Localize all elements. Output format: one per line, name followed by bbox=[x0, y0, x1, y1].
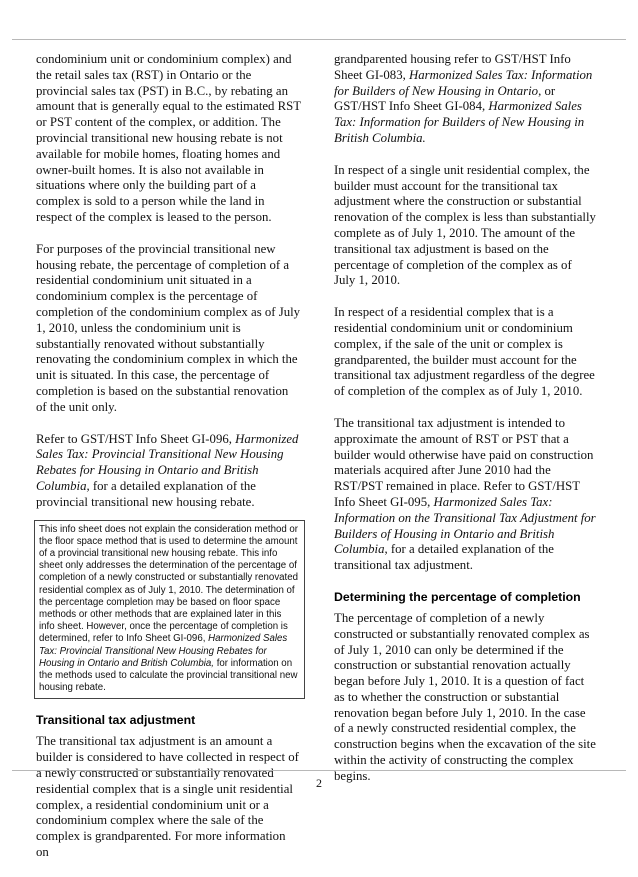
note-box bbox=[34, 520, 305, 700]
note-text bbox=[39, 524, 299, 695]
reference-text: The transitional tax adjustment is intended to approximate the amount of RST or PST that a builder would otherwise have paid on construction materials acquired after June 2010 had the RST/PST remained in place. Refer to GST/HST Info Sheet GI-095, bbox=[334, 415, 594, 509]
note-body: This info sheet does not explain the consideration method or the floor space method that is used to determine the amount of a provincial transitional new housing rebate. This info sheet only addresses the determination of the percentage of completion of a newly constructed or substantially renovated residential complex as of July 1, 2010. The determination of the percentage completion may be based on floor space methods or other methods that are explained later in this info sheet. However, once the percentage of completion is determined, refer to Info Sheet GI-096, bbox=[39, 523, 299, 645]
paragraph-percentage-completion: The percentage of completion of a newly constructed or substantially renovated complex as of July 1, 2010 can only be determined if the construction or substantial renovation actually began before July 1, 2010. It is a question of fact as to whether the construction or substantial renovation began before July 1, 2010. In the case of a newly constructed residential complex, the construction begins when the excavation of the site within the activity of constructing the complex begins. bbox=[334, 610, 596, 783]
paragraph-transitional-definition: The transitional tax adjustment is an amount a builder is considered to have collected in respect of a newly constructed or substantially renovated residential complex that is a single unit residential complex, a residential condominium unit or a condominium complex where the sale of the complex is grandparented. For more information on bbox=[36, 734, 299, 859]
reference-text: grandparented housing refer to GST/HST Info Sheet GI-083, bbox=[334, 52, 571, 82]
paragraph-grandparented-reference bbox=[334, 52, 596, 147]
left-column bbox=[36, 52, 301, 877]
publication-title-gi-084: Harmonized Sales Tax: Information for Builders of New Housing in British Columbia. bbox=[334, 99, 585, 145]
publication-title-gi-083: Harmonized Sales Tax: Information for Builders of New Housing in Ontario bbox=[334, 67, 593, 98]
right-column bbox=[334, 52, 596, 801]
reference-text: , or GST/HST Info Sheet GI-084, bbox=[334, 83, 556, 114]
reference-text: , for a detailed explanation of the transitional tax adjustment. bbox=[334, 542, 554, 573]
publication-title: Harmonized Sales Tax: Provincial Transitional New Housing Rebates for Housing in Ontario and British Columbia, bbox=[36, 431, 299, 493]
page-number: 2 bbox=[316, 776, 322, 790]
publication-title-gi-095: Harmonized Sales Tax: Information on the Transitional Tax Adjustment for Builders of Housing in Ontario and British Columbia bbox=[334, 494, 596, 557]
paragraph-gi-096-reference bbox=[36, 432, 301, 511]
paragraph-condominium-grandparented: In respect of a residential complex that is a residential condominium unit or condominium complex, if the sale of the unit or complex is grandparented, the builder must account for the transitional tax adjustment regardless of the degree of completion of the complex as of July 1, 2010. bbox=[334, 305, 595, 399]
paragraph-single-unit: In respect of a single unit residential complex, the builder must account for the transitional tax adjustment where the construction or substantial renovation of the complex is less than substantially complete as of July 1, 2010. The amount of the transitional tax adjustment is based on the percentage of completion of the complex as of July 1, 2010. bbox=[334, 162, 596, 288]
reference-text: for a detailed explanation of the provincial transitional new housing rebate. bbox=[36, 478, 256, 509]
paragraph-adjustment-purpose bbox=[334, 416, 596, 574]
heading-determining-percentage: Determining the percentage of completion bbox=[334, 589, 581, 604]
reference-text: Refer to GST/HST Info Sheet GI-096, bbox=[36, 431, 236, 446]
paragraph-condominium-completion: For purposes of the provincial transitional new housing rebate, the percentage of completion of a residential condominium unit situated in a condominium complex is the percentage of completion of the condominium complex as of July 1, 2010, unless the condominium unit is substantially renovated without substantially renovating the condominium complex in which the unit is situated. In this case, the percentage of completion is based on the substantial renovation of the unit only. bbox=[36, 241, 301, 414]
note-publication-title: Harmonized Sales Tax: Provincial Transitional New Housing Rebates for Housing in Ontario and British Columbia, bbox=[39, 633, 288, 669]
header-rule bbox=[12, 39, 626, 40]
footer-rule bbox=[12, 770, 626, 771]
heading-transitional-tax-adjustment: Transitional tax adjustment bbox=[36, 713, 196, 728]
note-body-end: for information on the methods used to calculate the provincial transitional new housing rebate. bbox=[39, 657, 298, 694]
paragraph-rebate-overview: condominium unit or condominium complex) and the retail sales tax (RST) in Ontario or the provincial sales tax (PST) in B.C., by rebating an amount that is generally equal to the estimated RST or PST content of the complex, or addition. The provincial transitional new housing rebate is not available for mobile homes, floating homes and owner-built homes. It is also not available in situations where only the building part of a complex is sold to a person while the land in respect of the complex is leased to the person. bbox=[36, 52, 301, 224]
